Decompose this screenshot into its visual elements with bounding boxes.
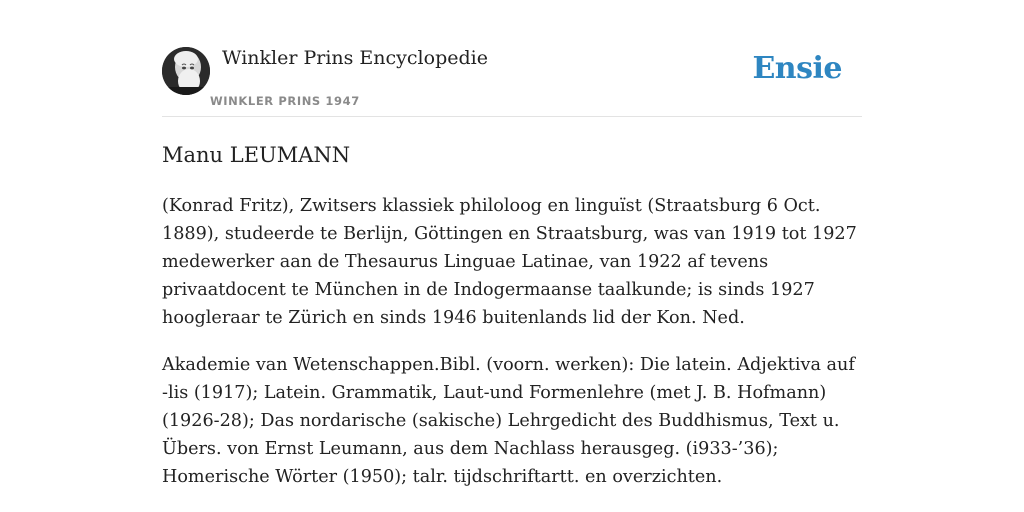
author-avatar[interactable] <box>162 47 210 95</box>
portrait-image <box>162 47 210 95</box>
site-title[interactable]: Winkler Prins Encyclopedie <box>222 47 488 69</box>
article-paragraph: (Konrad Fritz), Zwitsers klassiek philoloog en linguïst (Straatsburg 6 Oct. 1889), studeerde te Berlijn, Göttingen en Straatsburg, was van 1919 tot 1927 medewerker aan de Thesaurus Linguae Latinae, van 1922 af tevens privaatdocent te München in de Indogermaanse taalkunde; is sinds 1927 hoogleraar te Zürich en sinds 1946 buitenlands lid der Kon. Ned. <box>162 196 857 328</box>
article-paragraph: Akademie van Wetenschappen.Bibl. (voorn. werken): Die latein. Adjektiva auf -lis (1917); Latein. Grammatik, Laut-und Formenlehre (met J. B. Hofmann) (1926-28); Das nordarische (sakische) Lehrgedicht des Buddhismus, Text u. Übers. von Ernst Leumann, aus dem Nachlass herausgeg. (i933-’36); Homerische Wörter (1950); talr. tijdschriftartt. en overzichten. <box>162 355 855 487</box>
brand-logo[interactable]: Ensie <box>752 51 842 86</box>
edition-label[interactable]: WINKLER PRINS 1947 <box>210 94 360 108</box>
header <box>162 0 862 117</box>
article-body <box>162 192 862 510</box>
article-title: Manu LEUMANN <box>162 143 351 167</box>
